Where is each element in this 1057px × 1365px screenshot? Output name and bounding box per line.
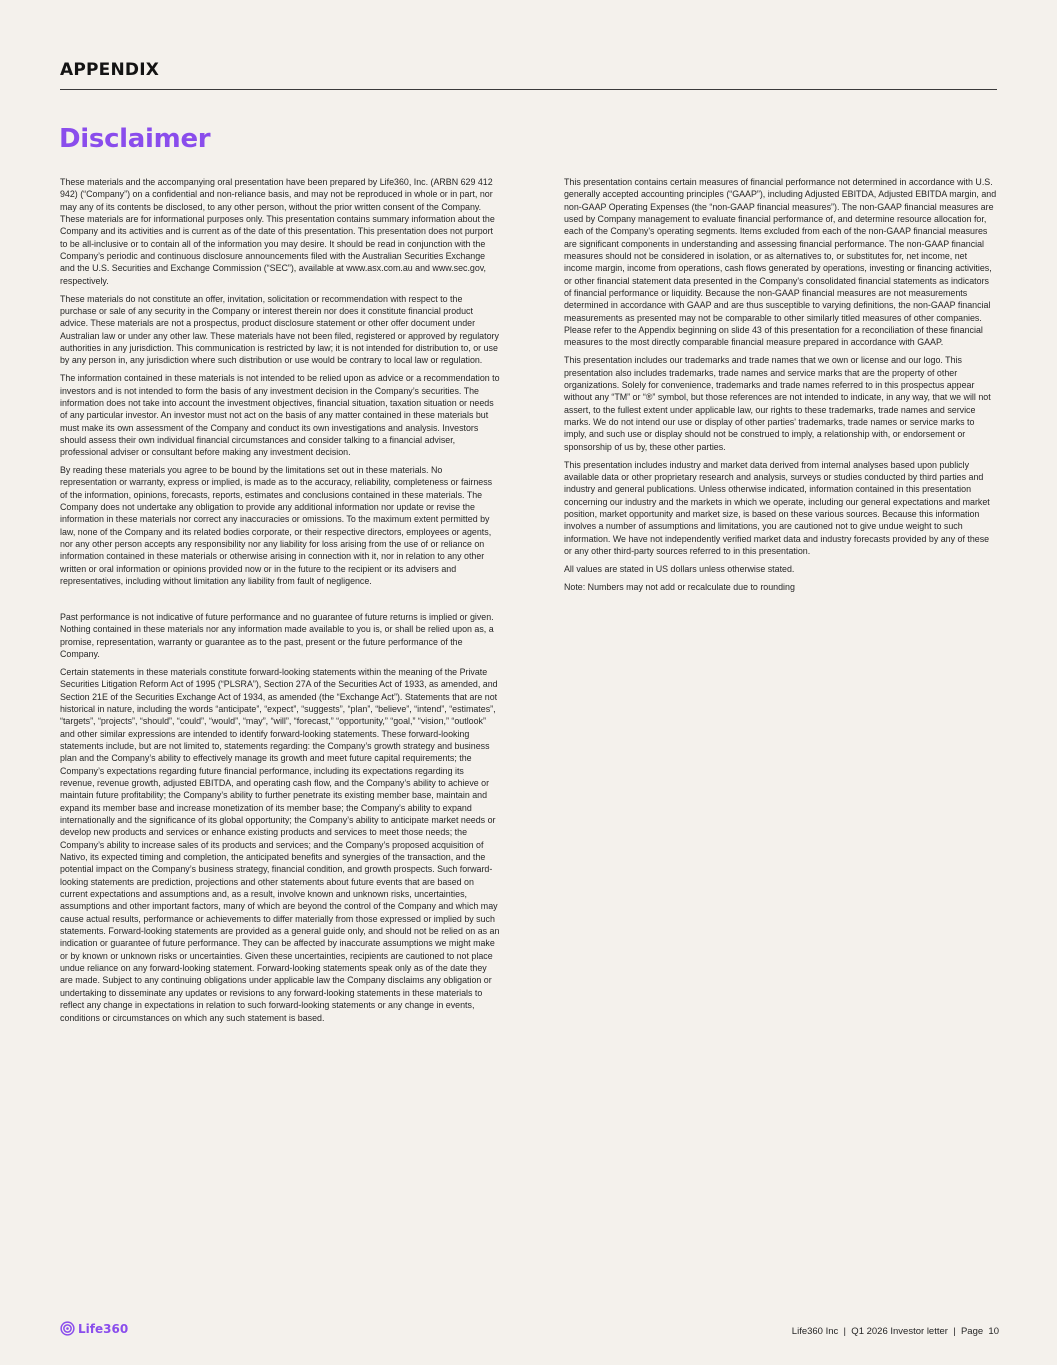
section-label: APPENDIX bbox=[60, 60, 160, 80]
life360-ripple-icon bbox=[60, 1321, 75, 1336]
left-column bbox=[60, 176, 500, 1029]
disclaimer-paragraph: Past performance is not indicative of future performance and no guarantee of future returns is implied or given. Nothing contained in these materials nor any information made available to you is, or shall be relied upon as, a promise, representation, warranty or guarantee as to the past, present or the future performance of the Company. bbox=[60, 612, 494, 660]
disclaimer-paragraph: Note: Numbers may not add or recalculate due to rounding bbox=[564, 581, 795, 592]
disclaimer-paragraph: This presentation includes industry and market data derived from internal analyses based upon publicly available data or other proprietary research and analysis, surveys or studies conducted by third parties and industry and general publications. Unless otherwise indicated, information contained in this presentation concerning our industry and the markets in which we operate, including our general expectations and market position, market opportunity and market size, is based on these various sources. Because this information involves a number of assumptions and limitations, you are cautioned not to give undue weight to such information. We have not independently verified market data and industry forecasts provided by any of these or any other third-party sources referred to in this presentation. bbox=[564, 459, 990, 556]
disclaimer-paragraph: All values are stated in US dollars unless otherwise stated. bbox=[564, 563, 795, 574]
disclaimer-paragraph: These materials and the accompanying oral presentation have been prepared by Life360, Inc. (ARBN 629 412 942) (“Company”) on a confidential and non-reliance basis, and may not be reproduced in whole or in part, nor may any of its contents be disclosed, to any other person, without the prior written consent of the Company. These materials are for informational purposes only. This presentation contains summary information about the Company and its activities and is current as of the date of this presentation. This presentation does not purport to be all-inclusive or to contain all of the information you may desire. It should be read in conjunction with the Company’s periodic and continuous disclosure announcements filed with the Australian Securities Exchange and the U.S. Securities and Exchange Commission (“SEC”), available at www.asx.com.au and www.sec.gov, respectively. bbox=[60, 177, 495, 286]
life360-logo bbox=[60, 1321, 128, 1336]
right-column bbox=[564, 176, 997, 599]
disclaimer-paragraph: This presentation includes our trademarks and trade names that we own or license and our logo. This presentation also includes trademarks, trade names and service marks that are the property of other organizations. Solely for convenience, trademarks and trade names referred to in this prospectus appear without any “TM” or “®” symbol, but those references are not intended to indicate, in any way, that we will not assert, to the fullest extent under applicable law, our rights to these trademarks, trade names and service marks. We do not intend our use or display of other parties' trademarks, trade names or service marks to imply, and such use or display should not be construed to imply, a relationship with, or endorsement or sponsorship of us by, these other parties. bbox=[564, 355, 991, 452]
disclaimer-paragraph: The information contained in these materials is not intended to be relied upon as advice or a recommendation to investors and is not intended to form the basis of any investment decision in the Company’s securities. The information does not take into account the investment objectives, financial situation, taxation situation or needs of any particular investor. An investor must not act on the basis of any matter contained in these materials but must make its own assessment of the Company and conduct its own investigations and analysis. Investors should assess their own individual financial circumstances and consider talking to a financial adviser, professional adviser or consultant before making any investment decision. bbox=[60, 373, 500, 458]
disclaimer-paragraph: These materials do not constitute an offer, invitation, solicitation or recommendation with respect to the purchase or sale of any security in the Company or interest therein nor does it constitute financial product advice. These materials are not a prospectus, product disclosure statement or other offer document under Australian law or under any other law. These materials have not been filed, registered or approved by regulatory authorities in any jurisdiction. This communication is restricted by law; it is not intended for distribution to, or use by any person in, any jurisdiction where such distribution or use would be contrary to local law or regulation. bbox=[60, 293, 499, 366]
page-title: Disclaimer bbox=[59, 124, 211, 154]
disclaimer-paragraph: Certain statements in these materials constitute forward-looking statements within the meaning of the Private Securities Litigation Reform Act of 1995 (“PLSRA”), Section 27A of the Securities Act of 1933, as amended, and Section 21E of the Securities Exchange Act of 1934, as amended (the “Exchange Act”). Statements that are not historical in nature, including the words “anticipate”, “expect”, “suggests”, “plan”, “believe”, “intend”, “estimates”, “targets”, “projects”, “should”, “could”, “would”, “may”, “will”, “forecast,” “opportunity,” “goal,” “vision,” “outlook” and other similar expressions are intended to identify forward-looking statements. These forward-looking statements include, but are not limited to, statements regarding: the Company’s growth strategy and business plan and the Company’s ability to effectively manage its growth and meet future capital requirements; the Company’s expectations regarding future financial performance, including its expectations regarding its revenue, revenue growth, adjusted EBITDA, and operating cash flow, and the Company’s ability to achieve or maintain future profitability; the Company’s ability to further penetrate its existing member base, maintain and expand its member base and increase monetization of its member base; the Company’s ability to expand internationally and the significance of its global opportunity; the Company’s ability to anticipate market needs or develop new products and services or enhance existing products and services to meet those needs; the Company’s ability to increase sales of its products and services; and the Company’s proposed acquisition of Nativo, its expected timing and completion, the anticipated benefits and synergies of the transaction, and the potential impact on the Company’s business strategy, financial condition, and growth prospects. Such forward-looking statements are prediction, projections and other statements about future events that are based on current expectations and assumptions and, as a result, involve known and unknown risks, uncertainties, assumptions and other important factors, many of which are beyond the control of the Company and which may cause actual results, performance or achievements to differ materially from those expressed or implied by such statements. Forward-looking statements are provided as a general guide only, and should not be relied on as an indication or guarantee of future performance. They can be affected by inaccurate assumptions we might make or by known or unknown risks or uncertainties. Given these uncertainties, recipients are cautioned to not place undue reliance on any forward-looking statement. Forward-looking statements speak only as of the date they are made. Subject to any continuing obligations under applicable law the Company disclaims any obligation or undertaking to disseminate any updates or revisions to any forward-looking statements in these materials to reflect any change in expectations in relation to such forward-looking statements or any change in events, conditions or circumstances on which any such statement is based. bbox=[60, 666, 500, 1023]
logo-wordmark: Life360 bbox=[78, 1321, 129, 1336]
paragraph-gap bbox=[60, 593, 500, 611]
disclaimer-paragraph: This presentation contains certain measures of financial performance not determined in accordance with U.S. generally accepted accounting principles (“GAAP”), including Adjusted EBITDA, Adjusted EBITDA margin, and non-GAAP Operating Expenses (the “non-GAAP financial measures”). The non-GAAP financial measures are used by Company management to evaluate financial performance of, and determine resource allocation for, each of the Company's operating segments. Items excluded from each of the non-GAAP financial measures are significant components in understanding and assessing financial performance. The non-GAAP financial measures should not be considered in isolation, or as alternatives to, or substitutes for, net income, net income margin, income from operations, cash flows generated by operations, investing or financing activities, or other financial statement data presented in the Company's consolidated financial statements as indicators of financial performance or liquidity. Because the non-GAAP financial measures are not measurements determined in accordance with GAAP and are thus susceptible to varying definitions, the non-GAAP financial measurements as presented may not be comparable to other similarly titled measures of other companies. Please refer to the Appendix beginning on slide 43 of this presentation for a reconciliation of these financial measures to the most directly comparable financial measure prepared in accordance with GAAP. bbox=[564, 177, 997, 348]
header-divider bbox=[60, 89, 997, 90]
footer-page-info: Life360 Inc | Q1 2026 Investor letter | Page 10 bbox=[791, 1326, 999, 1337]
disclaimer-paragraph: By reading these materials you agree to be bound by the limitations set out in these materials. No representation or warranty, express or implied, is made as to the accuracy, reliability, completeness or fairness of the information, opinions, forecasts, reports, estimates and conclusions contained in these materials. The Company does not undertake any obligation to provide any additional information nor update or revise the information in these materials nor correct any inaccuracies or omissions. To the maximum extent permitted by law, none of the Company and its related bodies corporate, or their respective directors, employees or agents, nor any other person accepts any responsibility nor any liability for loss arising from the use of or reliance on information contained in these materials or otherwise arising in connection with it, nor in relation to any other written or oral information or opinions provided now or in the future to the recipient or its advisers and representatives, including without limitation any liability from fault of negligence. bbox=[60, 465, 493, 587]
